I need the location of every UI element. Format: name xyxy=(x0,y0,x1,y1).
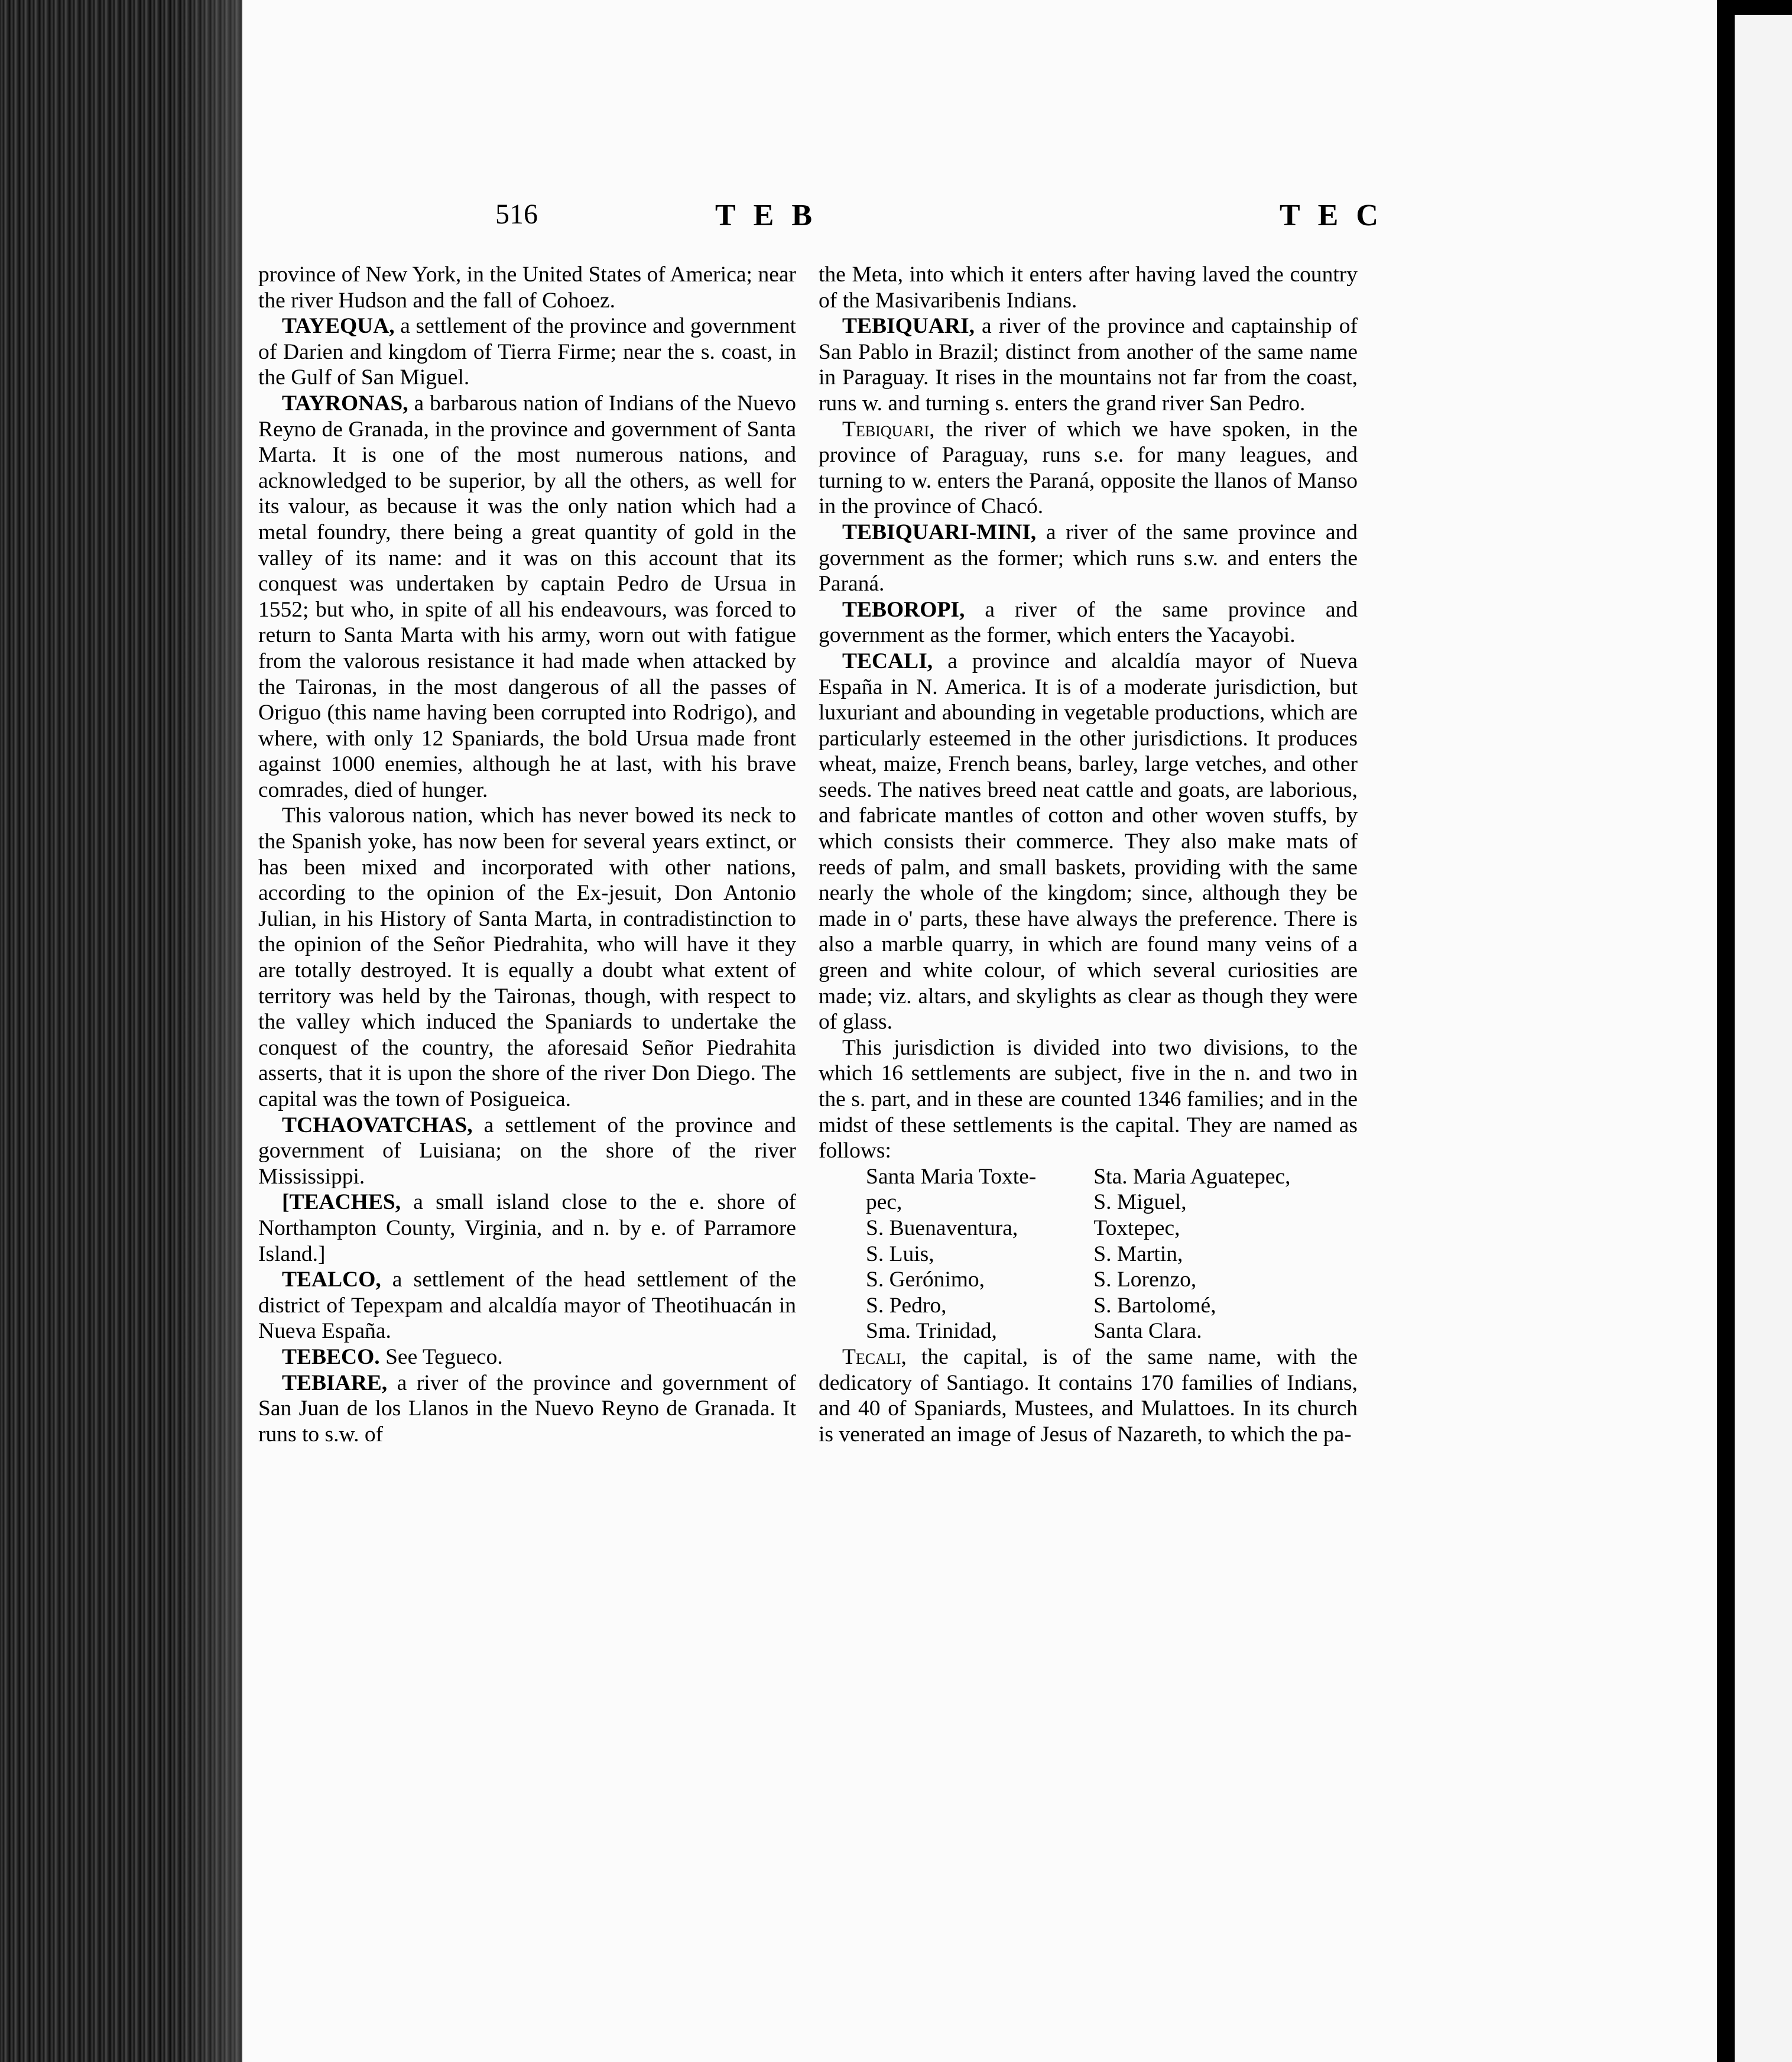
entry-tealco xyxy=(258,1267,796,1344)
entry-text: This valorous nation, which has never bowed its neck to the Spanish yoke, has now been for several years extinct, or has been mixed and incorporated with other nations, according to the opinion of the Ex-jesuit, Don Antonio Julian, in his History of Santa Marta, in contradistinction to the opinion of the Señor Piedrahita, who will have it they are totally destroyed. It is equally a doubt what extent of territory was held by the Taironas, though, with respect to the valley which induced the Spaniards to undertake the conquest of the country, the aforesaid Señor Piedrahita asserts, that it is upon the shore of the river Don Diego. The capital was the town of Posigueica. xyxy=(258,803,796,1111)
entry-headword: TEBIARE, xyxy=(282,1370,388,1395)
entry-text: the river of which we have spoken, in the province of Paraguay, runs s.e. for many leagues, and turning to w. enters the Paraná, opposite the llanos of Manso in the province of Chacó. xyxy=(819,417,1358,519)
entry-headword: TAYEQUA, xyxy=(282,314,395,339)
entry-headword: TEBIQUARI, xyxy=(842,314,975,339)
entry-text: a settlement of the province and government of Luisiana; on the shore of the river Mississippi. xyxy=(258,1113,796,1189)
next-page-edge xyxy=(1735,15,1792,2062)
entry-tecali xyxy=(819,649,1358,1035)
entry-tebiare xyxy=(258,1370,796,1448)
entry-headword: TCHAOVATCHAS, xyxy=(282,1113,473,1137)
entry-text: a river of the same province and government as the former, which enters the Yacayobi. xyxy=(819,597,1358,648)
settlement-name: S. Buenaventura, xyxy=(866,1215,1018,1240)
entry-text: the Meta, into which it enters after having laved the country of the Masivaribenis Indians. xyxy=(819,262,1358,313)
entry-tebiquari-paraguay xyxy=(819,417,1358,520)
entry-tayequa xyxy=(258,313,796,391)
entry-text: a river of the province and captainship of San Pablo in Brazil; distinct from another of the same name in Paraguay. It rises in the mountains not far from the coast, runs w. and turning s. enters the grand river San Pedro. xyxy=(819,314,1358,416)
running-head-right: TEC xyxy=(1280,199,1396,232)
entry-text: See Tegueco. xyxy=(379,1344,503,1369)
spine-shadow xyxy=(177,0,242,2062)
entry-headword: TECALI, xyxy=(842,649,933,673)
entry-tebeco xyxy=(258,1344,796,1370)
page-number: 516 xyxy=(495,199,538,230)
entry-tayronas xyxy=(258,391,796,803)
settlement-row xyxy=(819,1293,1327,1319)
settlement-name: S. Gerónimo, xyxy=(866,1267,985,1292)
settlement-row xyxy=(819,1164,1327,1190)
entry-tebiquari-mini xyxy=(819,520,1358,597)
settlement-name: S. Martin, xyxy=(1093,1241,1183,1266)
settlement-row xyxy=(819,1318,1327,1344)
settlement-name: S. Luis, xyxy=(866,1241,934,1266)
settlement-name: Santa Clara. xyxy=(1093,1319,1202,1344)
entry-tecali-divisions xyxy=(819,1035,1358,1164)
settlement-name: S. Lorenzo, xyxy=(1093,1267,1197,1292)
running-head xyxy=(242,198,1717,245)
entry-headword: Tebiquari, xyxy=(842,417,935,442)
entry-text: This jurisdiction is divided into two divisions, to the which 16 settlements are subject, five in the n. and two in the s. part, and in these are counted 1346 families; and in the midst of these settlements is the capital. They are named as follows: xyxy=(819,1035,1358,1163)
settlement-name: Santa Maria Toxte- xyxy=(866,1164,1037,1189)
page-gutter xyxy=(1717,0,1735,2062)
entry-headword: TEBECO. xyxy=(282,1344,380,1369)
entry-headword: [TEACHES, xyxy=(282,1190,401,1215)
entry-text: a river of the province and government of San Juan de los Llanos in the Nuevo Reyno de Granada. It runs to s.w. of xyxy=(258,1370,796,1447)
entry-text: a small island close to the e. shore of Northampton County, Virginia, and n. by e. of Parramore Island.] xyxy=(258,1190,796,1266)
settlement-name: Sma. Trinidad, xyxy=(866,1319,997,1344)
entry-text: a settlement of the province and government of Darien and kingdom of Tierra Firme; near the s. coast, in the Gulf of San Miguel. xyxy=(258,314,796,390)
entry-tayronas-continued xyxy=(258,803,796,1112)
settlement-row xyxy=(819,1267,1327,1293)
entry-tecali-capital xyxy=(819,1344,1358,1447)
settlement-name: S. Bartolomé, xyxy=(1093,1293,1216,1318)
left-column xyxy=(258,262,796,1447)
entry-text: a settlement of the head settlement of the district of Tepexpam and alcaldía mayor of Theotihuacán in Nueva España. xyxy=(258,1267,796,1344)
entry-teboropi xyxy=(819,597,1358,649)
settlement-row xyxy=(819,1241,1327,1267)
entry-text: a river of the same province and government as the former; which runs s.w. and enters the Paraná. xyxy=(819,520,1358,596)
entry-headword: TAYRONAS, xyxy=(282,391,408,416)
entry-headword: TEBOROPI, xyxy=(842,597,965,622)
entry-text: a barbarous nation of Indians of the Nuevo Reyno de Granada, in the province and government of Santa Marta. It is one of the most numerous nations, and acknowledged to be superior, by all the others, as well for its valour, as because it was the only nation which had a metal foundry, there being a great quantity of gold in the valley of its name: and it was on this account that its conquest was undertaken by captain Pedro de Ursua in 1552; but who, in spite of all his endeavours, was forced to return to Santa Marta with his army, worn out with fatigue from the valorous resistance it had made when attacked by the Taironas, in the most dangerous of all the passes of Origuo (this name having been corrupted into Rodrigo), and where, with only 12 Spaniards, the bold Ursua made front against 1000 enemies, although he at last, with his brave comrades, died of hunger. xyxy=(258,391,796,802)
entry-headword: Tecali, xyxy=(842,1344,907,1369)
settlement-list xyxy=(819,1164,1327,1344)
settlement-name: S. Miguel, xyxy=(1093,1190,1187,1215)
entry-text: a province and alcaldía mayor of Nueva España in N. America. It is of a moderate jurisdiction, but luxuriant and abounding in vegetable productions, which are particularly esteemed in the other jurisdictions. It produces wheat, maize, French beans, barley, large vetches, and other seeds. The natives breed neat cattle and goats, are laborious, and fabricate mantles of cotton and other woven stuffs, by which consists their commerce. They also make mats of reeds of palm, and small baskets, providing with the same nearly the whole of the kingdom; since, although they be made in o' parts, these have always the preference. There is also a marble quarry, in which are found many veins of a green and white colour, of which several curiosities are made; viz. altars, and skylights as clear as though they were of glass. xyxy=(819,649,1358,1035)
entry-headword: TEBIQUARI-MINI, xyxy=(842,520,1037,544)
entry-continuation xyxy=(819,262,1358,313)
entry-text: the capital, is of the same name, with the dedicatory of Santiago. It contains 170 families of Indians, and 40 of Spaniards, Mustees, and Mulattoes. In its church is venerated an image of Jesus of Nazareth, to which the pa- xyxy=(819,1344,1358,1447)
entry-tebiquari xyxy=(819,313,1358,416)
entry-headword: TEALCO, xyxy=(282,1267,381,1292)
entry-continuation xyxy=(258,262,796,313)
entry-tchaovatchas xyxy=(258,1113,796,1190)
running-head-left: TEB xyxy=(715,199,830,232)
settlement-row xyxy=(819,1189,1327,1215)
settlement-name: Toxtepec, xyxy=(1093,1215,1180,1240)
settlement-name: pec, xyxy=(866,1190,903,1215)
entry-text: province of New York, in the United States of America; near the river Hudson and the fall of Cohoez. xyxy=(258,262,796,313)
settlement-name: S. Pedro, xyxy=(866,1293,947,1318)
settlement-name: Sta. Maria Aguatepec, xyxy=(1093,1164,1291,1189)
settlement-row xyxy=(819,1215,1327,1241)
right-column xyxy=(819,262,1358,1447)
entry-teaches xyxy=(258,1189,796,1267)
